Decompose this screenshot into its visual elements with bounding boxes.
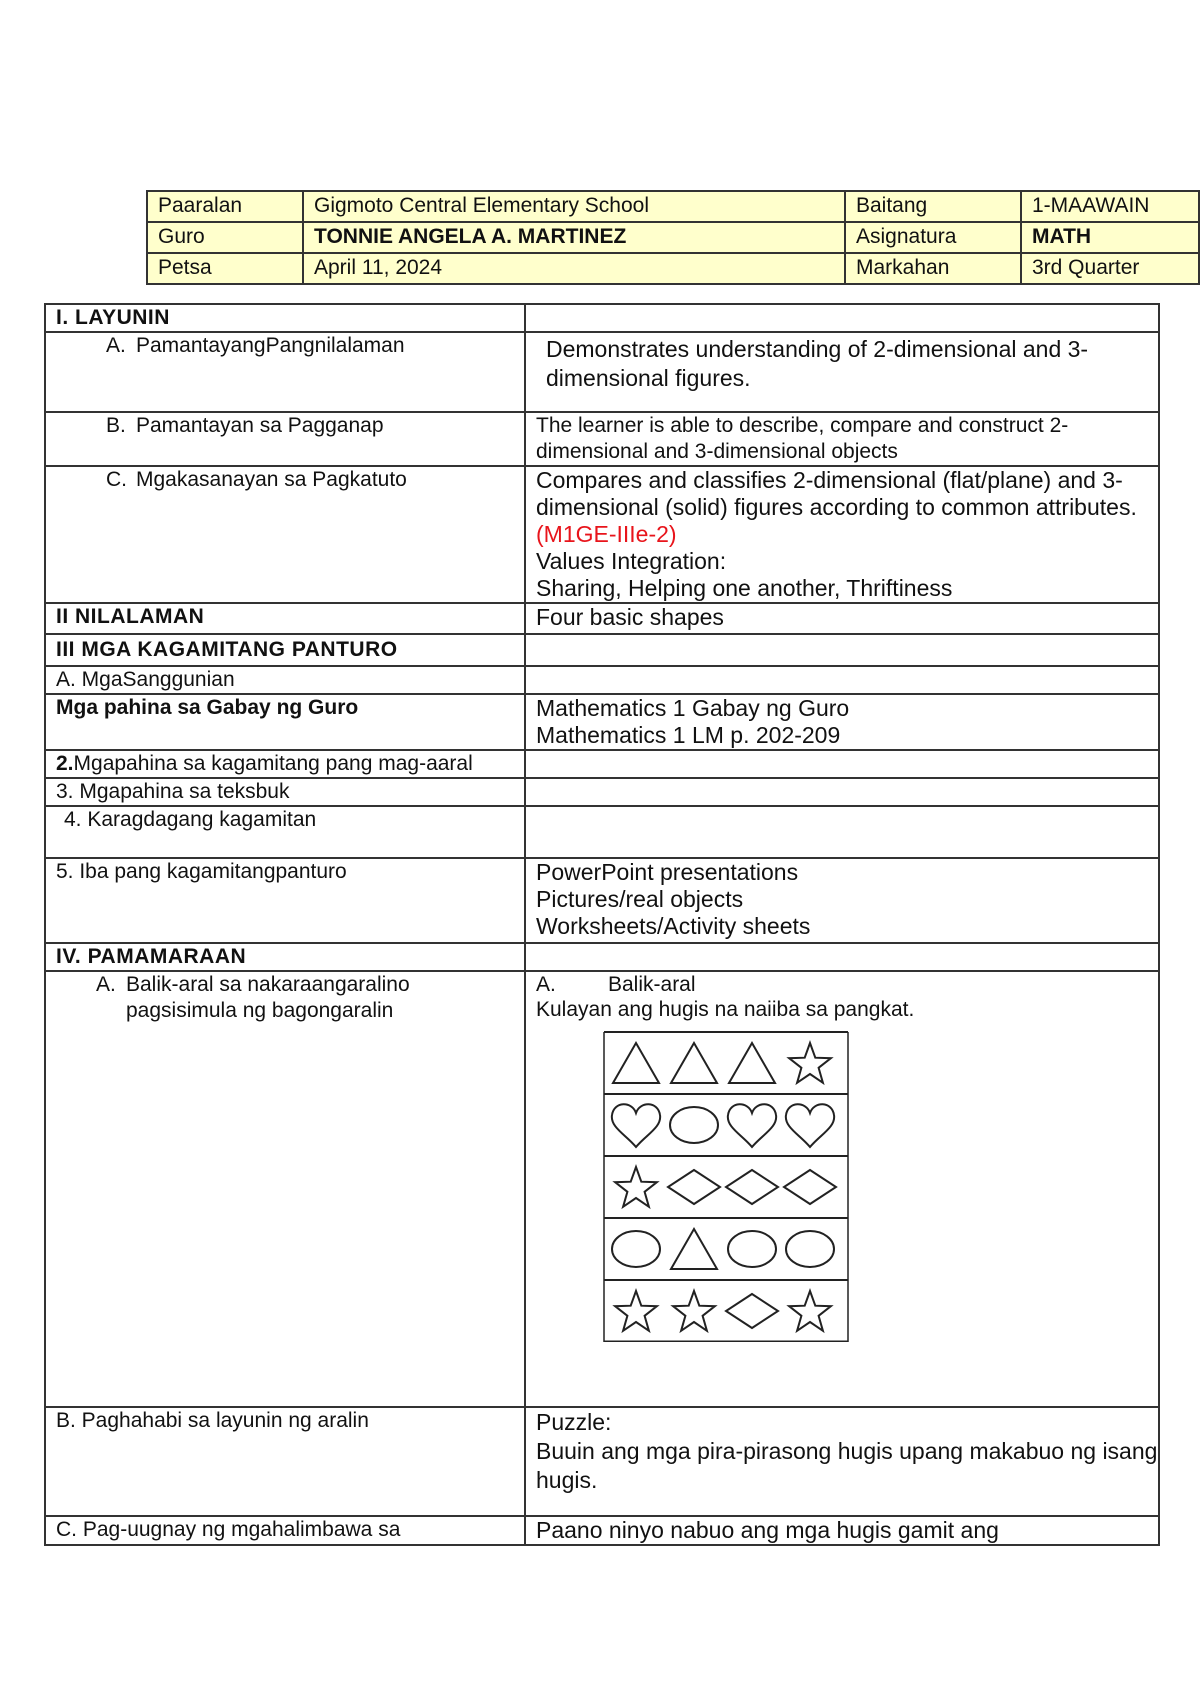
iv-b-content bbox=[525, 1407, 1159, 1516]
competency-code: (M1GE-IIIe-2) bbox=[536, 521, 677, 547]
shape-activity bbox=[536, 1022, 1158, 1342]
iv-c-title: C. Pag-uugnay ng mgahalimbawa sa bbox=[45, 1516, 525, 1545]
date-value: April 11, 2024 bbox=[303, 253, 845, 284]
section-layunin-value bbox=[525, 304, 1159, 332]
triangle-shape[interactable] bbox=[671, 1043, 717, 1083]
pamamaraan-value bbox=[525, 943, 1159, 971]
sanggunian-title: A. MgaSanggunian bbox=[45, 666, 525, 694]
star-shape[interactable] bbox=[673, 1291, 715, 1331]
item5-line3: Worksheets/Activity sheets bbox=[536, 913, 811, 939]
star-shape[interactable] bbox=[789, 1291, 831, 1331]
quarter-label: Markahan bbox=[845, 253, 1021, 284]
competency-text: Compares and classifies 2-dimensional (flat/plane) and 3-dimensional (solid) figures according to common attributes. bbox=[536, 467, 1137, 520]
star-shape[interactable] bbox=[615, 1167, 657, 1207]
balik-aral-heading: A. Balik-aral bbox=[536, 973, 696, 996]
section-layunin: I. LAYUNIN bbox=[45, 304, 525, 332]
lesson-plan-table bbox=[44, 303, 1160, 1546]
diamond-shape[interactable] bbox=[726, 1294, 778, 1328]
kagamitan-value bbox=[525, 634, 1159, 666]
diamond-shape[interactable] bbox=[668, 1170, 720, 1204]
heart-shape[interactable] bbox=[612, 1104, 660, 1147]
teacher-label: Guro bbox=[147, 222, 303, 253]
iv-a-content bbox=[525, 971, 1159, 1407]
item2-value bbox=[525, 750, 1159, 778]
row-a-title: A. PamantayangPangnilalaman bbox=[45, 332, 525, 412]
item5-value bbox=[525, 858, 1159, 943]
item4-value bbox=[525, 806, 1159, 858]
gabay-line1: Mathematics 1 Gabay ng Guro bbox=[536, 695, 850, 721]
grade-label: Baitang bbox=[845, 191, 1021, 222]
item3-value bbox=[525, 778, 1159, 806]
oval-shape[interactable] bbox=[670, 1107, 718, 1143]
row-c-title: C. Mgakasanayan sa Pagkatuto bbox=[45, 466, 525, 603]
iv-c-text: Paano ninyo nabuo ang mga hugis gamit ang bbox=[525, 1516, 1159, 1545]
section-pamamaraan: IV. PAMAMARAAN bbox=[45, 943, 525, 971]
values-label: Values Integration: bbox=[536, 548, 727, 574]
row-b-title: B. Pamantayan sa Pagganap bbox=[45, 412, 525, 466]
section-kagamitan: III MGA KAGAMITANG PANTURO bbox=[45, 634, 525, 666]
diamond-shape[interactable] bbox=[726, 1170, 778, 1204]
sanggunian-value bbox=[525, 666, 1159, 694]
oval-shape[interactable] bbox=[786, 1231, 834, 1267]
date-label: Petsa bbox=[147, 253, 303, 284]
item2-title: 2.Mgapahina sa kagamitang pang mag-aaral bbox=[45, 750, 525, 778]
item3-title: 3. Mgapahina sa teksbuk bbox=[45, 778, 525, 806]
grade-value: 1-MAAWAIN bbox=[1021, 191, 1199, 222]
balik-aral-instruction: Kulayan ang hugis na naiiba sa pangkat. bbox=[536, 998, 915, 1021]
teacher-value: TONNIE ANGELA A. MARTINEZ bbox=[303, 222, 845, 253]
iv-b-title: B. Paghahabi sa layunin ng aralin bbox=[45, 1407, 525, 1516]
row-b-text: The learner is able to describe, compare and construct 2-dimensional and 3-dimensional objects bbox=[525, 412, 1159, 466]
shape-grid bbox=[600, 1030, 850, 1342]
star-shape[interactable] bbox=[615, 1291, 657, 1331]
iv-a-title: A. Balik-aral sa nakaraangaralino pagsisimula ng bagongaralin bbox=[45, 971, 525, 1407]
header-table bbox=[146, 190, 1200, 285]
item5-line1: PowerPoint presentations bbox=[536, 859, 799, 885]
oval-shape[interactable] bbox=[612, 1231, 660, 1267]
star-shape[interactable] bbox=[789, 1043, 831, 1083]
item4-title: 4. Karagdagang kagamitan bbox=[45, 806, 525, 858]
puzzle-label: Puzzle: bbox=[536, 1409, 612, 1435]
oval-shape[interactable] bbox=[728, 1231, 776, 1267]
gabay-value bbox=[525, 694, 1159, 750]
school-value: Gigmoto Central Elementary School bbox=[303, 191, 845, 222]
gabay-label: Mga pahina sa Gabay ng Guro bbox=[45, 694, 525, 750]
triangle-shape[interactable] bbox=[671, 1229, 717, 1269]
row-a-text: Demonstrates understanding of 2-dimensional and 3-dimensional figures. bbox=[525, 332, 1159, 412]
nilalaman-value: Four basic shapes bbox=[525, 603, 1159, 634]
diamond-shape[interactable] bbox=[784, 1170, 836, 1204]
subject-label: Asignatura bbox=[845, 222, 1021, 253]
row-c-text bbox=[525, 466, 1159, 603]
school-label: Paaralan bbox=[147, 191, 303, 222]
quarter-value: 3rd Quarter bbox=[1021, 253, 1199, 284]
heart-shape[interactable] bbox=[786, 1104, 834, 1147]
subject-value: MATH bbox=[1021, 222, 1199, 253]
section-nilalaman: II NILALAMAN bbox=[45, 603, 525, 634]
triangle-shape[interactable] bbox=[729, 1043, 775, 1083]
puzzle-instruction: Buuin ang mga pira-pirasong hugis upang makabuo ng isang hugis. bbox=[536, 1438, 1158, 1493]
heart-shape[interactable] bbox=[728, 1104, 776, 1147]
triangle-shape[interactable] bbox=[613, 1043, 659, 1083]
values-text: Sharing, Helping one another, Thriftiness bbox=[536, 575, 953, 601]
item5-line2: Pictures/real objects bbox=[536, 886, 744, 912]
gabay-line2: Mathematics 1 LM p. 202-209 bbox=[536, 722, 841, 748]
item5-title: 5. Iba pang kagamitangpanturo bbox=[45, 858, 525, 943]
